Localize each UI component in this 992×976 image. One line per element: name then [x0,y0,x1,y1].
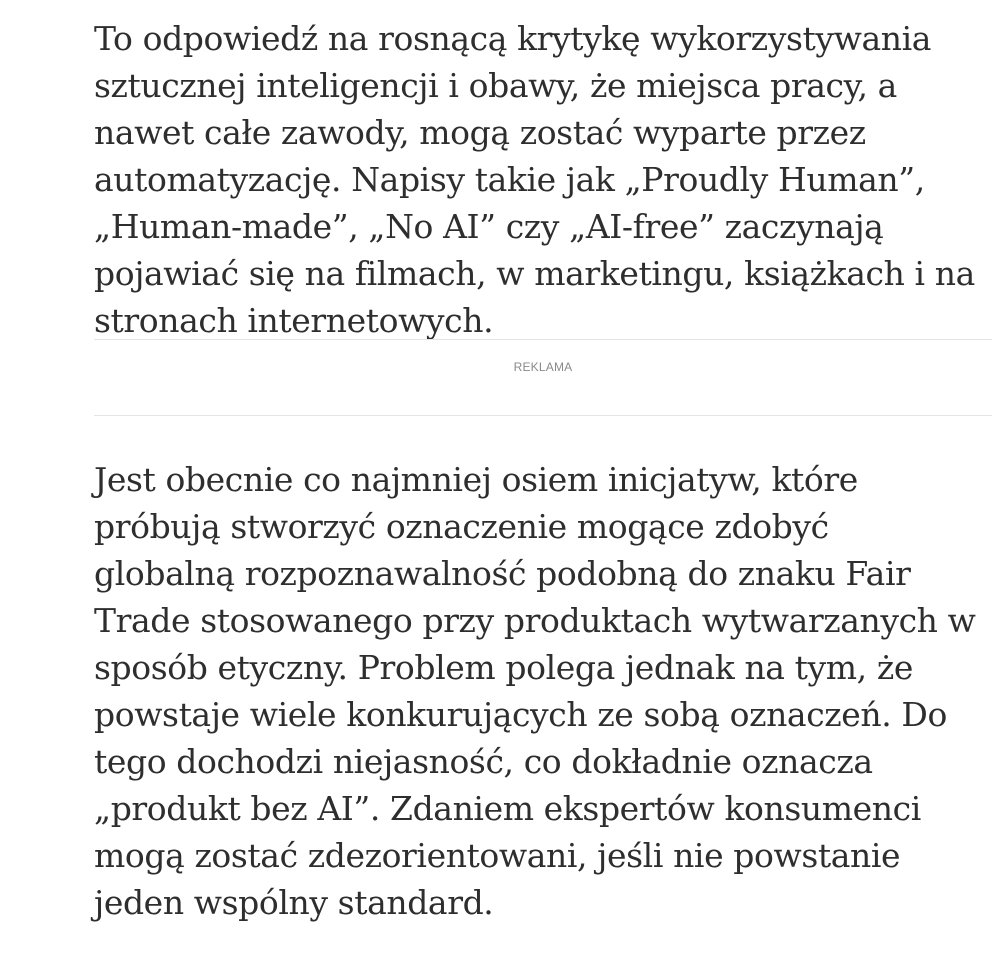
article-paragraph: Jest obecnie co najmniej osiem inicjatyw, które próbują stworzyć oznaczenie mogące zdobyć globalną rozpoznawalność podobną do znaku Fair Trade stosowanego przy produktach wytwarzanych w sposób etyczny. Problem polega jednak na tym, że powstaje wiele konkurujących ze sobą oznaczeń. Do tego dochodzi niejasność, co dokładnie oznacza „produkt bez AI”. Zdaniem ekspertów konsumenci mogą zostać zdezorientowani, jeśli nie powstanie jeden wspólny standard. [94,460,976,922]
advertisement-slot[interactable] [94,339,992,416]
article-paragraph: To odpowiedź na rosnącą krytykę wykorzystywania sztucznej inteligencji i obawy, że miejsca pracy, a nawet całe zawody, mogą zostać wyparte przez automatyzację. Napisy takie jak „Proudly Human”, „Human-made”, „No AI” czy „AI-free” zaczynają pojawiać się na filmach, w marketingu, książkach i na stronach internetowych. [94,19,975,340]
advertisement-label: REKLAMA [513,360,573,374]
